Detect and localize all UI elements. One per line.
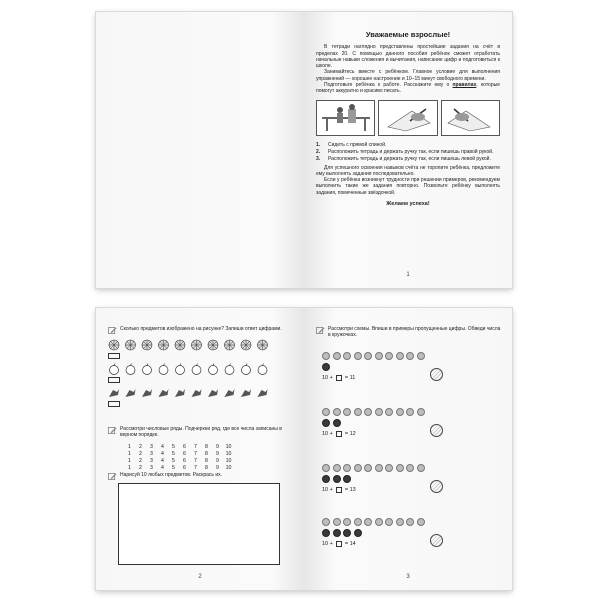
dot-row	[322, 363, 425, 371]
operator: +	[329, 487, 333, 493]
task-header	[108, 426, 294, 438]
number: 6	[183, 451, 186, 457]
number: 8	[205, 444, 208, 450]
number: 1	[128, 444, 131, 450]
dot	[396, 408, 404, 416]
dot	[417, 464, 425, 472]
dot-row	[322, 464, 425, 472]
scheme-group	[322, 518, 425, 547]
apples-row	[108, 363, 294, 375]
scheme-group	[322, 408, 425, 437]
dark-dot	[322, 363, 330, 371]
dark-dot	[322, 529, 330, 537]
dark-dot	[322, 475, 330, 483]
list-item	[316, 142, 500, 148]
steps-list	[316, 142, 500, 163]
birds-row	[108, 387, 294, 399]
number: 3	[150, 444, 153, 450]
number: 6	[183, 444, 186, 450]
number: 2	[139, 451, 142, 457]
number: 7	[194, 451, 197, 457]
dot	[406, 518, 414, 526]
page-number: 1	[406, 272, 410, 278]
scheme-group	[322, 464, 425, 493]
number: 2	[139, 458, 142, 464]
dot	[417, 408, 425, 416]
flower-icons	[108, 339, 276, 351]
dot	[406, 464, 414, 472]
task-number-rows	[108, 426, 294, 438]
number: 2	[139, 444, 142, 450]
dark-dot	[343, 529, 351, 537]
paragraph: В тетради наглядно представлены простейшие задания на счёт в пределах 20. С помощью данного пособия ребёнок сможет отработать начальные навыки сложения и вычитания, написание цифр и подготовиться к школе.	[316, 44, 500, 70]
answer-box[interactable]	[108, 353, 120, 359]
dot	[385, 408, 393, 416]
trace-circle[interactable]	[430, 534, 443, 547]
step-text: Расположить тетрадь и держать ручку так, если пишешь левой рукой.	[328, 156, 491, 163]
number: 8	[205, 458, 208, 464]
dot	[406, 352, 414, 360]
dark-dot	[343, 475, 351, 483]
number: 3	[150, 451, 153, 457]
equation	[322, 431, 425, 437]
dot	[375, 408, 383, 416]
dot	[364, 352, 372, 360]
page-3	[304, 308, 512, 590]
number: 9	[216, 451, 219, 457]
dot	[354, 464, 362, 472]
top-spread	[96, 12, 512, 288]
number: 7	[194, 444, 197, 450]
dot	[322, 352, 330, 360]
dot-row	[322, 475, 425, 483]
trace-circle[interactable]	[430, 480, 443, 493]
pencil-icon	[108, 472, 117, 481]
number: 5	[172, 458, 175, 464]
pencil-icon	[108, 426, 117, 435]
paragraph: Если у ребёнка возникнут трудности при решении примеров, рекомендуем выполнить такие же задания повторно. Позвольте ребёнку выполнять задания, помеченные звёздочкой.	[316, 177, 500, 196]
dot	[364, 408, 372, 416]
blank-page	[96, 12, 304, 288]
text: , которые помогут аккуратно и красиво писать.	[316, 82, 500, 95]
result: 12	[349, 431, 356, 437]
operand: 10	[322, 375, 329, 381]
operator: +	[329, 375, 333, 381]
dot	[375, 518, 383, 526]
pencil-icon	[316, 326, 325, 335]
operand: 10	[322, 487, 329, 493]
dot	[333, 464, 341, 472]
number: 2	[139, 465, 142, 471]
dot-row	[322, 408, 425, 416]
dot	[364, 464, 372, 472]
number: 5	[172, 444, 175, 450]
number: 9	[216, 458, 219, 464]
blank-box[interactable]	[336, 487, 342, 493]
text: Подготовьте ребёнка к работе. Расскажите ему о	[324, 82, 453, 89]
apple-icons	[108, 363, 276, 375]
list-item	[316, 156, 500, 162]
dot	[333, 518, 341, 526]
dot	[396, 518, 404, 526]
dark-dot	[333, 475, 341, 483]
pencil-icon	[108, 326, 117, 335]
bird-icons	[108, 387, 276, 399]
number: 3	[150, 465, 153, 471]
number: 9	[216, 444, 219, 450]
result: 14	[349, 541, 356, 547]
dot	[406, 408, 414, 416]
trace-circle[interactable]	[430, 424, 443, 437]
task-count-objects	[108, 326, 294, 407]
dark-dot	[333, 529, 341, 537]
number: 10	[225, 451, 232, 457]
answer-box[interactable]	[108, 401, 120, 407]
number: 10	[225, 465, 232, 471]
equals: =	[344, 541, 349, 547]
equation	[322, 541, 425, 547]
dot	[375, 464, 383, 472]
number: 4	[161, 451, 164, 457]
task-header	[108, 472, 294, 481]
dot	[343, 464, 351, 472]
step-text: Расположить тетрадь и держать ручку так, если пишешь правой рукой.	[328, 148, 494, 155]
operand: 10	[322, 431, 329, 437]
result: 13	[349, 487, 356, 493]
right-hand-illustration	[378, 100, 437, 136]
dot	[417, 518, 425, 526]
trace-circle[interactable]	[430, 368, 443, 381]
step-number: 1.	[316, 141, 321, 148]
task-header	[316, 326, 502, 338]
equation	[322, 375, 425, 381]
task-draw	[108, 472, 294, 481]
task-text: Нарисуй 10 любых предметов. Раскрась их.	[120, 472, 223, 478]
task-text: Сколько предметов изображено на рисунке? Запиши ответ цифрами.	[120, 326, 282, 332]
number: 4	[161, 458, 164, 464]
number: 4	[161, 465, 164, 471]
dot	[364, 518, 372, 526]
equals: =	[344, 487, 349, 493]
dot	[417, 352, 425, 360]
number: 1	[128, 458, 131, 464]
drawing-area[interactable]	[118, 483, 280, 565]
dot	[396, 352, 404, 360]
dot	[354, 518, 362, 526]
flowers-row	[108, 339, 294, 351]
dot	[322, 464, 330, 472]
task-text: Рассмотри схемы. Впиши в примеры пропущенные цифры. Обведи числа в кружочках.	[328, 326, 501, 339]
number: 9	[216, 465, 219, 471]
dot-row	[322, 518, 425, 526]
number: 5	[172, 465, 175, 471]
page-title: Уважаемые взрослые!	[365, 30, 451, 39]
dot	[385, 518, 393, 526]
number: 4	[161, 444, 164, 450]
number: 6	[183, 458, 186, 464]
left-hand-illustration	[441, 100, 500, 136]
dark-dot	[322, 419, 330, 427]
sitting-child-illustration	[316, 100, 375, 136]
number-row[interactable]	[124, 451, 234, 458]
number: 5	[172, 451, 175, 457]
step-number: 2.	[316, 148, 321, 155]
number-rows	[124, 444, 234, 472]
dot	[343, 408, 351, 416]
number-row[interactable]	[124, 444, 234, 451]
operator: +	[329, 541, 333, 547]
equals: =	[344, 431, 349, 437]
dot	[322, 408, 330, 416]
task-schemes	[316, 326, 502, 338]
number: 10	[225, 444, 232, 450]
paragraph	[316, 82, 500, 95]
step-number: 3.	[316, 156, 321, 163]
dot	[333, 408, 341, 416]
number: 1	[128, 451, 131, 457]
number: 1	[128, 465, 131, 471]
dot	[375, 352, 383, 360]
dark-dot	[333, 419, 341, 427]
page-number: 2	[198, 574, 202, 580]
number-row[interactable]	[124, 465, 234, 472]
dot	[343, 518, 351, 526]
number: 3	[150, 458, 153, 464]
rules-emphasis: правилах	[452, 82, 477, 89]
task-header	[108, 326, 294, 335]
number-row[interactable]	[124, 458, 234, 465]
operand: 10	[322, 541, 329, 547]
dot	[354, 352, 362, 360]
dot	[343, 352, 351, 360]
blank-box[interactable]	[336, 431, 342, 437]
result: 11	[349, 375, 356, 381]
intro-text	[316, 32, 500, 207]
dot	[385, 352, 393, 360]
operator: +	[329, 431, 333, 437]
number: 6	[183, 465, 186, 471]
step-text: Сидеть с прямой спиной.	[328, 141, 387, 148]
dot	[333, 352, 341, 360]
dot	[385, 464, 393, 472]
blank-box[interactable]	[336, 375, 342, 381]
dot-row	[322, 352, 425, 360]
dark-dot	[354, 529, 362, 537]
closing-text: Желаем успеха!	[386, 201, 430, 208]
blank-box[interactable]	[336, 541, 342, 547]
page-2	[96, 308, 304, 590]
equation	[322, 487, 425, 493]
equals: =	[344, 375, 349, 381]
number: 8	[205, 465, 208, 471]
paragraph: Для успешного освоения навыков счёта не торопите ребёнка, предложите ему выполнять задания последовательно.	[316, 164, 500, 177]
dot	[396, 464, 404, 472]
dot	[354, 408, 362, 416]
page-number: 3	[406, 574, 410, 580]
dot-row	[322, 529, 425, 537]
number: 7	[194, 465, 197, 471]
dot	[322, 518, 330, 526]
number: 10	[225, 458, 232, 464]
number: 7	[194, 458, 197, 464]
list-item	[316, 149, 500, 155]
illustrations	[316, 100, 500, 136]
scheme-group	[322, 352, 425, 381]
task-text: Рассмотри числовые ряды. Подчеркни ряд, где все числа записаны в верном порядке.	[120, 426, 282, 439]
number: 8	[205, 451, 208, 457]
dot-row	[322, 419, 425, 427]
paragraph: Занимайтесь вместе с ребёнком. Главное условие для выполнения упражнений — хорошее настроение и 10–15 минут свободного времени.	[316, 69, 500, 82]
page-1	[304, 12, 512, 288]
bottom-spread	[96, 308, 512, 590]
answer-box[interactable]	[108, 377, 120, 383]
